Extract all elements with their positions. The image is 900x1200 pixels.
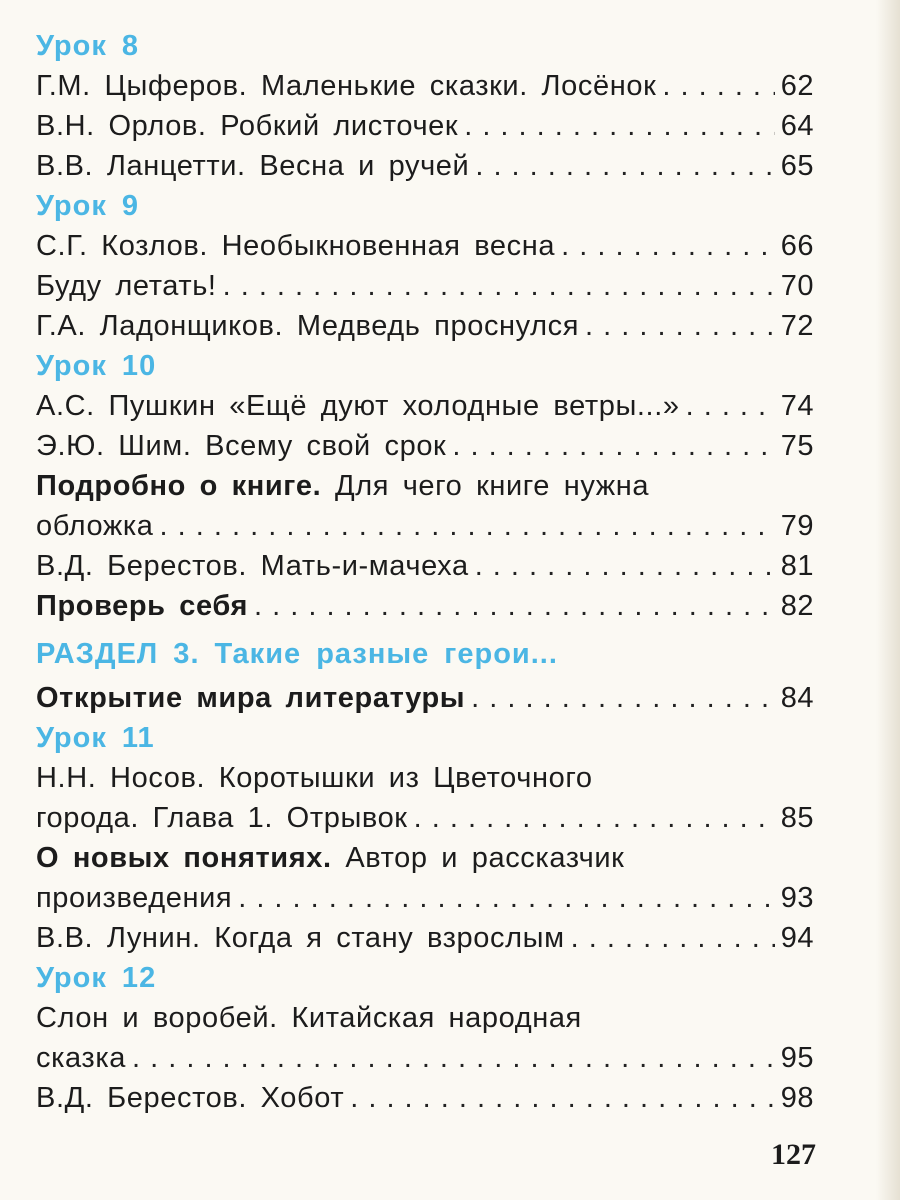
lesson-12-heading: Урок 12 [36, 962, 157, 994]
entry-page: 64 [780, 110, 814, 142]
entry-title-cont: произведения [36, 882, 233, 914]
entry-title: Э.Ю. Шим. Всему свой срок [36, 430, 447, 462]
leader-dots [414, 798, 775, 838]
toc-entry[interactable] [36, 678, 814, 718]
entry-page: 74 [780, 390, 814, 422]
entry-title: В.В. Лунин. Когда я стану взрослым [36, 922, 565, 954]
entry-page: 95 [780, 1042, 814, 1074]
entry-title: Г.А. Ладонщиков. Медведь проснулся [36, 310, 580, 342]
leader-dots [686, 386, 775, 426]
toc-entry[interactable] [36, 838, 814, 918]
entry-title-cont: города. Глава 1. Отрывок [36, 802, 408, 834]
entry-page: 62 [780, 70, 814, 102]
leader-dots [662, 66, 774, 106]
page-number: 127 [771, 1138, 816, 1171]
entry-page: 70 [780, 270, 814, 302]
leader-dots [223, 266, 775, 306]
toc-entry[interactable] [36, 106, 814, 146]
leader-dots [132, 1038, 775, 1078]
entry-title: В.Н. Орлов. Робкий листочек [36, 110, 459, 142]
entry-line-1 [36, 466, 814, 506]
leader-dots [160, 506, 775, 546]
entry-page: 81 [780, 550, 814, 582]
leader-dots [238, 878, 775, 918]
entry-title: Буду летать! [36, 270, 217, 302]
lesson-10-heading: Урок 10 [36, 350, 157, 382]
entry-page: 94 [780, 922, 814, 954]
leader-dots [475, 146, 774, 186]
lesson-11-heading: Урок 11 [36, 722, 155, 754]
entry-page: 79 [780, 510, 814, 542]
entry-page: 66 [780, 230, 814, 262]
entry-title-cont: сказка [36, 1042, 126, 1074]
toc-entry[interactable] [36, 306, 814, 346]
entry-line-2 [36, 798, 814, 838]
entry-page: 72 [780, 310, 814, 342]
toc-entry[interactable] [36, 386, 814, 426]
table-of-contents [36, 26, 814, 1118]
toc-entry[interactable] [36, 146, 814, 186]
leader-dots [475, 546, 775, 586]
toc-entry[interactable] [36, 998, 814, 1078]
entry-line-2 [36, 878, 814, 918]
lesson-9-heading: Урок 9 [36, 190, 140, 222]
leader-dots [561, 226, 775, 266]
toc-entry[interactable] [36, 226, 814, 266]
toc-entry[interactable] [36, 586, 814, 626]
entry-line-1 [36, 998, 814, 1038]
entry-page: 98 [780, 1082, 814, 1114]
toc-entry[interactable] [36, 1078, 814, 1118]
leader-dots [471, 678, 775, 718]
toc-entry[interactable] [36, 918, 814, 958]
leader-dots [350, 1078, 775, 1118]
leader-dots [464, 106, 775, 146]
leader-dots [571, 918, 775, 958]
entry-bold-title: Подробно о книге. [36, 470, 322, 502]
entry-bold-title: Открытие мира литературы [36, 682, 466, 714]
entry-title: Г.М. Цыферов. Маленькие сказки. Лосёнок [36, 70, 657, 102]
entry-title: Слон и воробей. Китайская народная [36, 1002, 582, 1034]
entry-bold-title: Проверь себя [36, 590, 248, 622]
entry-line-2 [36, 506, 814, 546]
entry-title: В.Д. Берестов. Хобот [36, 1082, 345, 1114]
page-edge-shadow [876, 0, 900, 1200]
section-3-heading: РАЗДЕЛ 3. Такие разные герои... [36, 638, 558, 670]
entry-bold-title: О новых понятиях. [36, 842, 332, 874]
entry-title: Автор и рассказчик [345, 842, 625, 874]
entry-page: 75 [780, 430, 814, 462]
leader-dots [452, 426, 774, 466]
entry-page: 84 [780, 682, 814, 714]
entry-title: В.Д. Берестов. Мать-и-мачеха [36, 550, 469, 582]
leader-dots [585, 306, 775, 346]
toc-entry[interactable] [36, 66, 814, 106]
entry-line-1 [36, 838, 814, 878]
lesson-8-heading: Урок 8 [36, 30, 140, 62]
toc-entry[interactable] [36, 266, 814, 306]
toc-entry[interactable] [36, 758, 814, 838]
toc-entry[interactable] [36, 426, 814, 466]
toc-entry[interactable] [36, 546, 814, 586]
entry-title: В.В. Ланцетти. Весна и ручей [36, 150, 470, 182]
entry-title: Для чего книге нужна [334, 470, 650, 502]
entry-line-1 [36, 758, 814, 798]
entry-line-2 [36, 1038, 814, 1078]
entry-title: С.Г. Козлов. Необыкновенная весна [36, 230, 556, 262]
toc-entry[interactable] [36, 466, 814, 546]
entry-page: 93 [780, 882, 814, 914]
entry-page: 65 [780, 150, 814, 182]
entry-page: 82 [780, 590, 814, 622]
entry-title: Н.Н. Носов. Коротышки из Цветочного [36, 762, 593, 794]
leader-dots [254, 586, 775, 626]
entry-title: А.С. Пушкин «Ещё дуют холодные ветры...» [36, 390, 680, 422]
entry-title-cont: обложка [36, 510, 154, 542]
entry-page: 85 [780, 802, 814, 834]
